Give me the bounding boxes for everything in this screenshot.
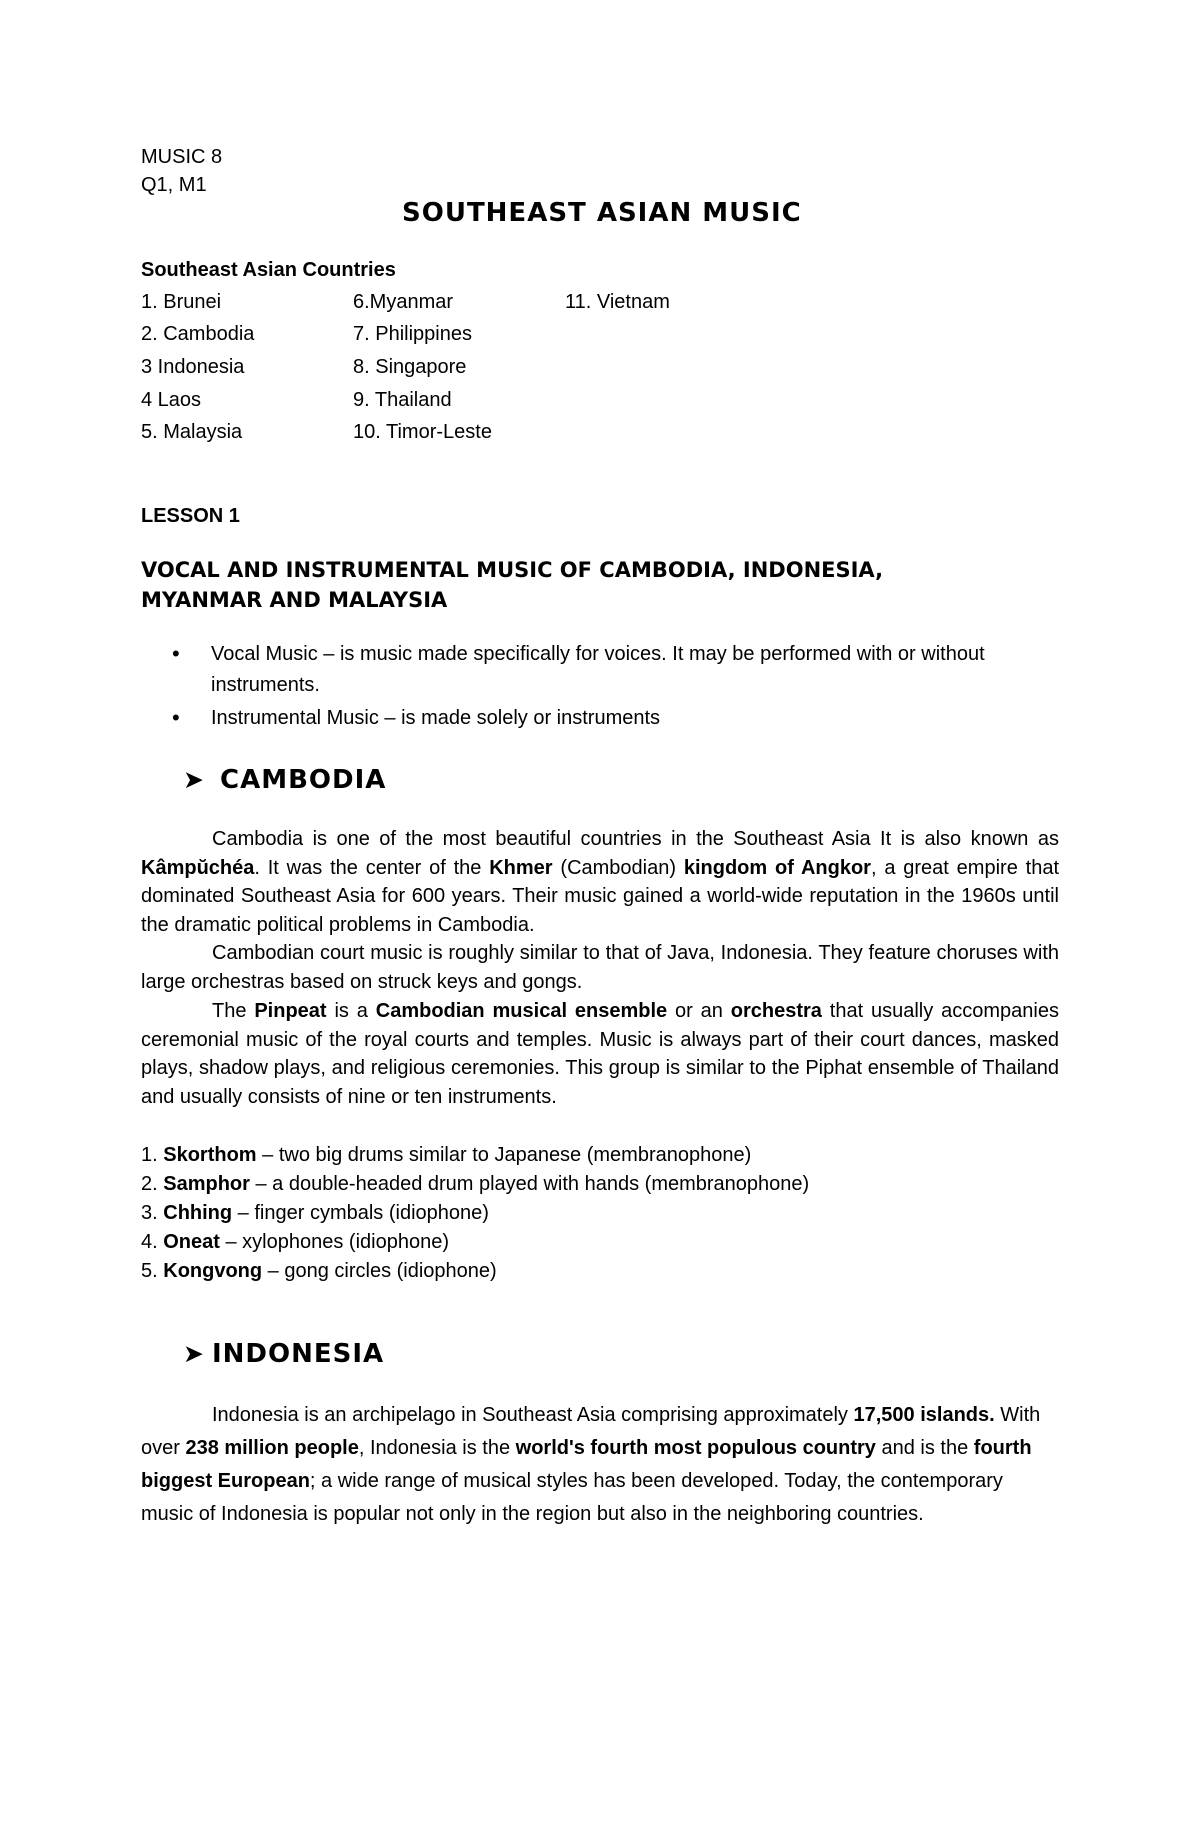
text-run: that usually accompanies ceremonial music of the royal courts and temples. Music is always part of their court dances, masked plays, shadow plays, and religious ceremonies. This group is similar to the Piphat ensemble of Thailand and usually consists of nine or ten instruments. bbox=[141, 1000, 1059, 1108]
country-item: 7. Philippines bbox=[353, 323, 472, 345]
text-run: and is the bbox=[875, 1437, 974, 1459]
country-item: 9. Thailand bbox=[353, 389, 452, 411]
country-item: 3 Indonesia bbox=[141, 356, 245, 378]
instrument-item bbox=[141, 1141, 751, 1169]
text-run: or an bbox=[667, 1000, 731, 1022]
bold-term: orchestra bbox=[730, 1000, 822, 1022]
cambodia-paragraph-3 bbox=[141, 997, 1059, 1111]
instrument-description: – gong circles (idiophone) bbox=[262, 1260, 497, 1282]
section-heading-indonesia: INDONESIA bbox=[212, 1339, 385, 1369]
text-run: . It was the center of the bbox=[254, 856, 490, 879]
module-code: Q1, M1 bbox=[141, 174, 207, 196]
bold-term: fourth biggest European bbox=[141, 1437, 1032, 1492]
text-run: , a great empire that dominated Southeast Asia for 600 years. Their music gained a world-wide reputation in the 1960s until the dramatic political problems in Cambodia. bbox=[141, 856, 1059, 936]
bold-term: 238 million people bbox=[185, 1437, 359, 1459]
cambodia-paragraph-1 bbox=[141, 825, 1059, 939]
instrument-item bbox=[141, 1199, 489, 1227]
bold-term: world's fourth most populous country bbox=[515, 1437, 876, 1459]
country-item: 1. Brunei bbox=[141, 291, 222, 313]
lesson-heading-line2: MYANMAR AND MALAYSIA bbox=[141, 588, 448, 612]
instrument-item bbox=[141, 1170, 809, 1198]
instrument-number: 2. bbox=[141, 1173, 164, 1195]
section-heading-cambodia: CAMBODIA bbox=[220, 765, 387, 795]
instrument-name: Skorthom bbox=[163, 1144, 257, 1166]
bold-term: Pinpeat bbox=[254, 1000, 327, 1022]
instrument-description: – two big drums similar to Japanese (membranophone) bbox=[256, 1144, 752, 1166]
arrowhead-bullet-icon: ➤ bbox=[183, 766, 204, 794]
text-run: With over bbox=[141, 1404, 1041, 1459]
instrument-name: Chhing bbox=[163, 1202, 233, 1224]
indonesia-paragraph-1 bbox=[141, 1399, 1059, 1531]
instrument-item bbox=[141, 1257, 497, 1285]
country-item: 8. Singapore bbox=[353, 356, 467, 378]
instrument-number: 4. bbox=[141, 1231, 164, 1253]
country-item: 11. Vietnam bbox=[565, 291, 670, 313]
text-run: The bbox=[212, 1000, 255, 1022]
text-run: Cambodia is one of the most beautiful countries in the Southeast Asia It is also known as bbox=[212, 828, 1059, 850]
bold-term: Cambodian musical ensemble bbox=[375, 1000, 668, 1022]
bullet-dot: • bbox=[172, 641, 180, 666]
page-title: SOUTHEAST ASIAN MUSIC bbox=[402, 198, 802, 228]
instrument-number: 1. bbox=[141, 1144, 164, 1166]
cambodia-paragraph-2: Cambodian court music is roughly similar to that of Java, Indonesia. They feature choruses with large orchestras based on struck keys and gongs. bbox=[141, 942, 1059, 993]
country-item: 6.Myanmar bbox=[353, 291, 454, 313]
instrument-description: – finger cymbals (idiophone) bbox=[232, 1202, 489, 1224]
bullet-dot: • bbox=[172, 705, 180, 730]
text-run: Indonesia is an archipelago in Southeast Asia comprising approximately bbox=[212, 1404, 854, 1426]
country-item: 4 Laos bbox=[141, 389, 202, 411]
arrowhead-bullet-icon: ➤ bbox=[183, 1340, 204, 1368]
instrument-item bbox=[141, 1228, 449, 1256]
subject-label: MUSIC 8 bbox=[141, 146, 223, 168]
instrument-number: 3. bbox=[141, 1202, 164, 1224]
instrument-description: – a double-headed drum played with hands (membranophone) bbox=[249, 1173, 810, 1195]
bullet-instrumental-music: Instrumental Music – is made solely or instruments bbox=[211, 707, 661, 729]
bold-term: 17,500 islands. bbox=[853, 1404, 995, 1426]
text-run: , Indonesia is the bbox=[358, 1437, 516, 1459]
instrument-name: Kongvong bbox=[163, 1260, 263, 1282]
lesson-label: LESSON 1 bbox=[141, 505, 240, 527]
text-run: is a bbox=[326, 1000, 376, 1022]
instrument-name: Oneat bbox=[163, 1231, 220, 1253]
bold-term: kingdom of Angkor bbox=[683, 856, 871, 879]
bold-term: Khmer bbox=[489, 856, 553, 879]
country-item: 10. Timor-Leste bbox=[353, 421, 492, 443]
bullet-vocal-music: Vocal Music – is music made specifically for voices. It may be performed with or without instruments. bbox=[211, 643, 985, 696]
text-run: ; a wide range of musical styles has been developed. Today, the contemporary music of Indonesia is popular not only in the region but also in the neighboring countries. bbox=[141, 1470, 1003, 1525]
country-item: 5. Malaysia bbox=[141, 421, 243, 443]
text-run: (Cambodian) bbox=[552, 856, 684, 879]
instrument-description: – xylophones (idiophone) bbox=[219, 1231, 449, 1253]
instrument-number: 5. bbox=[141, 1260, 164, 1282]
bold-term: Kâmpŭchéa bbox=[141, 856, 255, 879]
countries-heading: Southeast Asian Countries bbox=[141, 259, 396, 281]
lesson-heading-line1: VOCAL AND INSTRUMENTAL MUSIC OF CAMBODIA, INDONESIA, bbox=[141, 558, 884, 582]
country-item: 2. Cambodia bbox=[141, 323, 255, 345]
instrument-name: Samphor bbox=[163, 1173, 250, 1195]
